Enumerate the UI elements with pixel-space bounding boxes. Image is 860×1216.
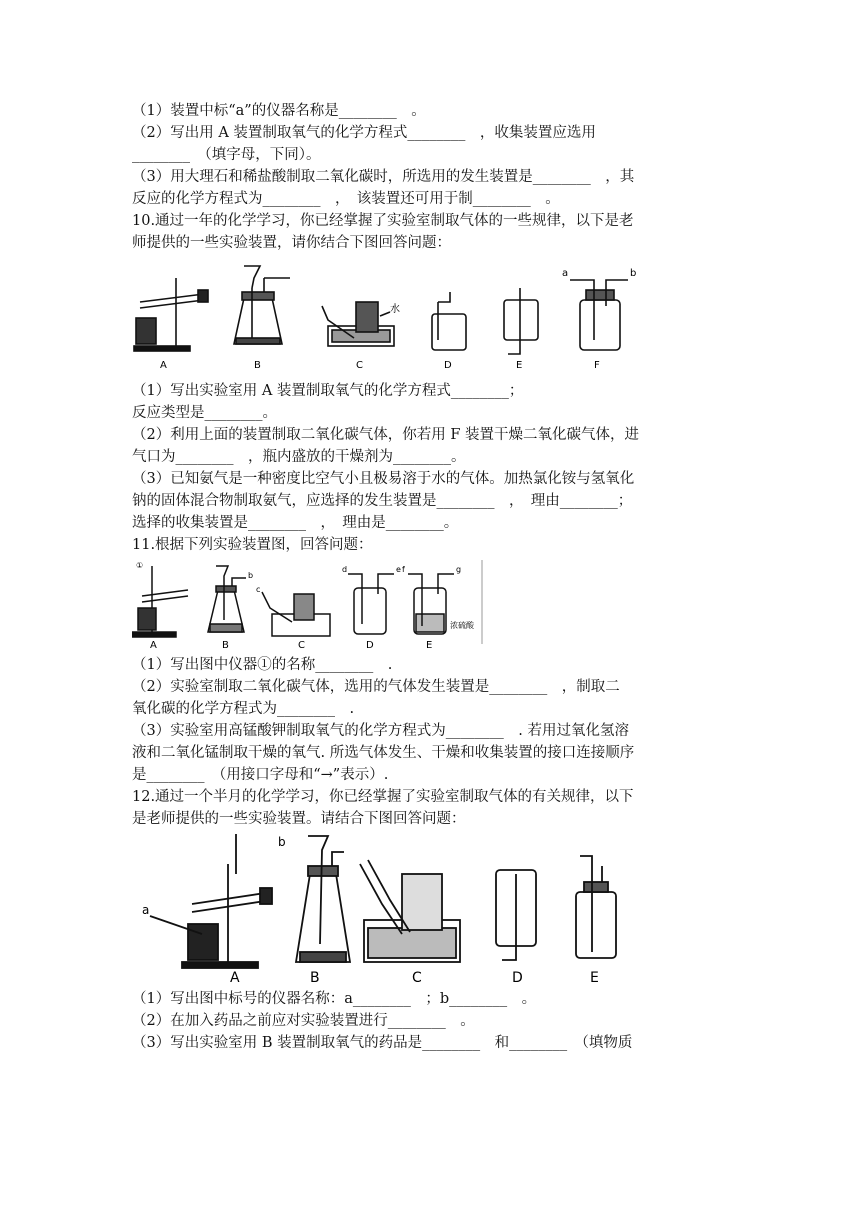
q11-mark-f: f <box>402 565 405 574</box>
q11-apparatus-a <box>132 566 188 637</box>
q11-apparatus-figure <box>132 560 732 650</box>
q12-line-1: 12.通过一个半月的化学学习，你已经掌握了实验室制取气体的有关规律，以下 <box>132 789 634 805</box>
q11-apparatus-b <box>208 566 246 632</box>
worksheet-page <box>132 100 732 1054</box>
q12-apparatus-d <box>496 870 536 960</box>
q11-line-4: 氧化碳的化学方程式为________ . <box>132 701 355 717</box>
q11-mark-g: g <box>456 565 462 574</box>
q12-label-c: C <box>412 970 422 984</box>
q10-label-c: C <box>356 360 363 371</box>
q9-line-2: （2）写出用 A 装置制取氧气的化学方程式________ ，收集装置应选用 <box>132 125 596 141</box>
q12-label-e: E <box>590 970 599 984</box>
q10-line-7: （3）已知氨气是一种密度比空气小且极易溶于水的气体。加热氯化铵与氢氧化 <box>132 471 635 487</box>
q12-mark-b: b <box>278 835 286 849</box>
q10-line-3: （1）写出实验室用 A 装置制取氧气的化学方程式________； <box>132 383 524 399</box>
q12-label-a: A <box>230 970 240 984</box>
q11-line-5: （3）实验室用高锰酸钾制取氧气的化学方程式为________ . 若用过氧化氢溶 <box>132 723 629 739</box>
q11-mark-1: ① <box>136 561 144 570</box>
q12-line-3: （1）写出图中标号的仪器名称：a________ ；b________ 。 <box>132 991 537 1007</box>
q12-label-b: B <box>310 970 320 984</box>
q9-line-5: 反应的化学方程式为________ ， 该装置还可用于制________ 。 <box>132 191 560 207</box>
q10-label-b: B <box>254 360 261 371</box>
q10-label-f: F <box>594 360 600 371</box>
q10-apparatus-d <box>432 292 466 350</box>
q11-mark-e: e <box>396 565 401 574</box>
q11-line-6: 液和二氧化锰制取干燥的氧气. 所选气体发生、干燥和收集装置的接口连接顺序 <box>132 745 635 761</box>
q12-apparatus-e <box>576 856 616 958</box>
q9-line-1: （1）装置中标“a”的仪器名称是________ 。 <box>132 103 426 119</box>
q10-label-d: D <box>444 360 452 371</box>
q11-line-7: 是________ （用接口字母和“→”表示）. <box>132 767 389 783</box>
q12-mark-a: a <box>142 903 150 917</box>
q10-label-a: A <box>160 360 167 371</box>
q10-water-label: 水 <box>390 304 400 315</box>
q10-apparatus-f <box>570 280 628 350</box>
q10-line-4: 反应类型是________。 <box>132 405 277 421</box>
q10-line-5: （2）利用上面的装置制取二氧化碳气体，你若用 F 装置干燥二氧化碳气体，进 <box>132 427 640 443</box>
q11-label-c: C <box>298 640 305 650</box>
q10-line-2: 师提供的一些实验装置，请你结合下图回答问题： <box>132 235 451 251</box>
q10-line-8: 钠的固体混合物制取氨气，应选择的发生装置是________ ， 理由________； <box>132 493 633 509</box>
q10-apparatus-figure <box>132 258 732 376</box>
q12-apparatus-b <box>296 836 350 962</box>
q9-line-3: ________ （填字母，下同）。 <box>132 147 321 163</box>
q10-apparatus-a <box>134 278 208 351</box>
q11-line-1: 11.根据下列实验装置图，回答问题： <box>132 537 373 553</box>
q10-apparatus-b <box>234 266 290 344</box>
q11-label-a: A <box>150 640 157 650</box>
q11-mark-b: b <box>248 571 254 580</box>
q12-line-2: 是老师提供的一些实验装置。请结合下图回答问题： <box>132 811 466 827</box>
q11-acid-label: 浓硫酸 <box>450 621 474 630</box>
q11-apparatus-c <box>262 592 330 636</box>
q11-line-2: （1）写出图中仪器①的名称________ . <box>132 657 393 673</box>
q12-apparatus-figure <box>132 834 732 984</box>
q10-port-b-label: b <box>630 268 637 279</box>
q10-line-9: 选择的收集装置是________ ， 理由是________。 <box>132 515 459 531</box>
q11-mark-d: d <box>342 565 348 574</box>
q11-label-b: B <box>222 640 229 650</box>
q12-line-5: （3）写出实验室用 B 装置制取氧气的药品是________ 和________ （填物质 <box>132 1035 633 1051</box>
q12-line-4: （2）在加入药品之前应对实验装置进行________ 。 <box>132 1013 475 1029</box>
q10-line-1: 10.通过一年的化学学习，你已经掌握了实验室制取气体的一些规律，以下是老 <box>132 213 634 229</box>
q10-apparatus-c <box>322 302 394 346</box>
q9-line-4: （3）用大理石和稀盐酸制取二氧化碳时，所选用的发生装置是________ ，其 <box>132 169 635 185</box>
q12-label-d: D <box>512 970 523 984</box>
q11-apparatus-d <box>348 574 394 634</box>
q11-label-d: D <box>366 640 374 650</box>
q10-port-a-label: a <box>562 268 569 279</box>
q10-line-6: 气口为________ ，瓶内盛放的干燥剂为________。 <box>132 449 466 465</box>
q11-line-3: （2）实验室制取二氧化碳气体，选用的气体发生装置是________ ，制取二 <box>132 679 620 695</box>
q12-apparatus-a <box>150 834 272 968</box>
q12-apparatus-c <box>360 860 460 962</box>
q10-label-e: E <box>516 360 523 371</box>
q10-apparatus-e <box>504 288 538 354</box>
q11-apparatus-e <box>408 574 454 634</box>
q11-mark-c: c <box>256 585 261 594</box>
q11-label-e: E <box>426 640 433 650</box>
